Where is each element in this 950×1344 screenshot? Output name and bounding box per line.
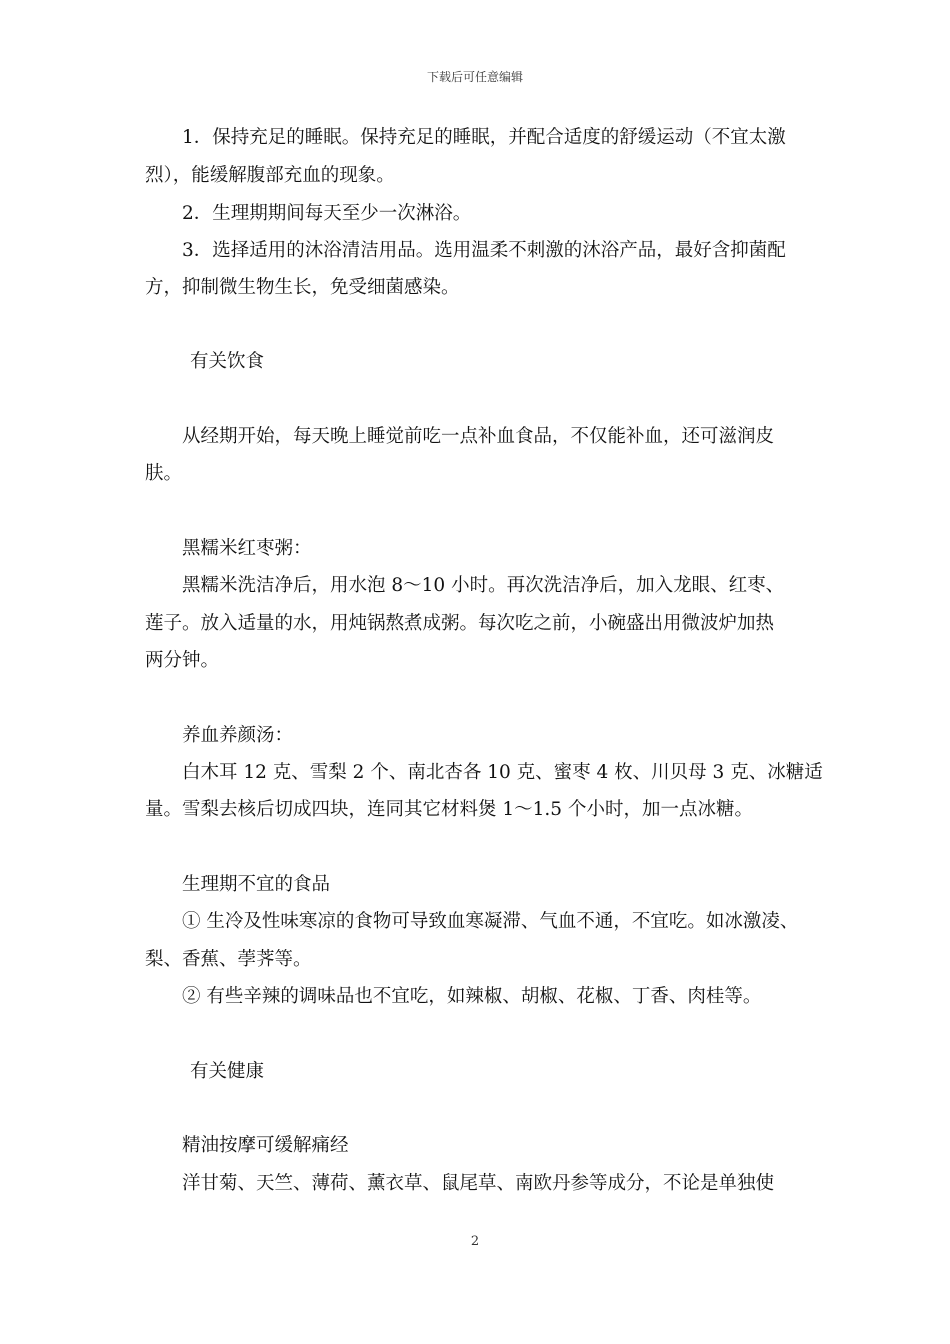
section-heading-diet: 有关饮食 <box>190 351 265 372</box>
paragraph-5-line-2: 莲子。放入适量的水，用炖锅熬煮成粥。每次吃之前，小碗盛出用微波炉加热 <box>145 613 775 634</box>
paragraph-8: ② 有些辛辣的调味品也不宜吃，如辣椒、胡椒、花椒、丁香、肉桂等。 <box>182 986 762 1007</box>
recipe-title-soup: 养血养颜汤： <box>182 725 294 746</box>
recipe-title-porridge: 黑糯米红枣粥： <box>182 538 312 559</box>
paragraph-4-line-1: 从经期开始，每天晚上睡觉前吃一点补血食品，不仅能补血，还可滋润皮 <box>182 426 775 447</box>
paragraph-6-line-1: 白木耳 12 克、雪梨 2 个、南北杏各 10 克、蜜枣 4 枚、川贝母 3 克、冰糖适 <box>182 762 823 783</box>
section-heading-health: 有关健康 <box>190 1061 265 1082</box>
paragraph-5-line-1: 黑糯米洗洁净后，用水泡 8～10 小时。再次洗洁净后，加入龙眼、红枣、 <box>182 575 785 596</box>
paragraph-2: 2．生理期期间每天至少一次淋浴。 <box>182 203 472 224</box>
paragraph-6-line-2: 量。雪梨去核后切成四块，连同其它材料煲 1～1.5 个小时，加一点冰糖。 <box>145 799 753 820</box>
paragraph-7-line-1: ① 生冷及性味寒凉的食物可导致血寒凝滞、气血不通，不宜吃。如冰激凌、 <box>182 911 799 932</box>
page-number: 2 <box>470 1234 480 1249</box>
page-header: 下载后可任意编辑 <box>426 70 523 84</box>
paragraph-7-line-2: 梨、香蕉、荸荠等。 <box>145 949 312 970</box>
paragraph-3-line-1: 3．选择适用的沐浴清洁用品。选用温柔不刺激的沐浴产品，最好含抑菌配 <box>182 240 786 261</box>
section-title-foods-to-avoid: 生理期不宜的食品 <box>182 874 331 895</box>
paragraph-9-line-1: 洋甘菊、天竺、薄荷、薰衣草、鼠尾草、南欧丹参等成分，不论是单独使 <box>182 1173 775 1194</box>
paragraph-3-line-2: 方，抑制微生物生长，免受细菌感染。 <box>145 277 460 298</box>
paragraph-5-line-3: 两分钟。 <box>145 650 220 671</box>
section-title-oil-massage: 精油按摩可缓解痛经 <box>182 1135 349 1156</box>
paragraph-1-line-2: 烈），能缓解腹部充血的现象。 <box>145 165 395 186</box>
paragraph-4-line-2: 肤。 <box>145 463 183 484</box>
paragraph-1-line-1: 1．保持充足的睡眠。保持充足的睡眠，并配合适度的舒缓运动（不宜太激 <box>182 127 786 148</box>
